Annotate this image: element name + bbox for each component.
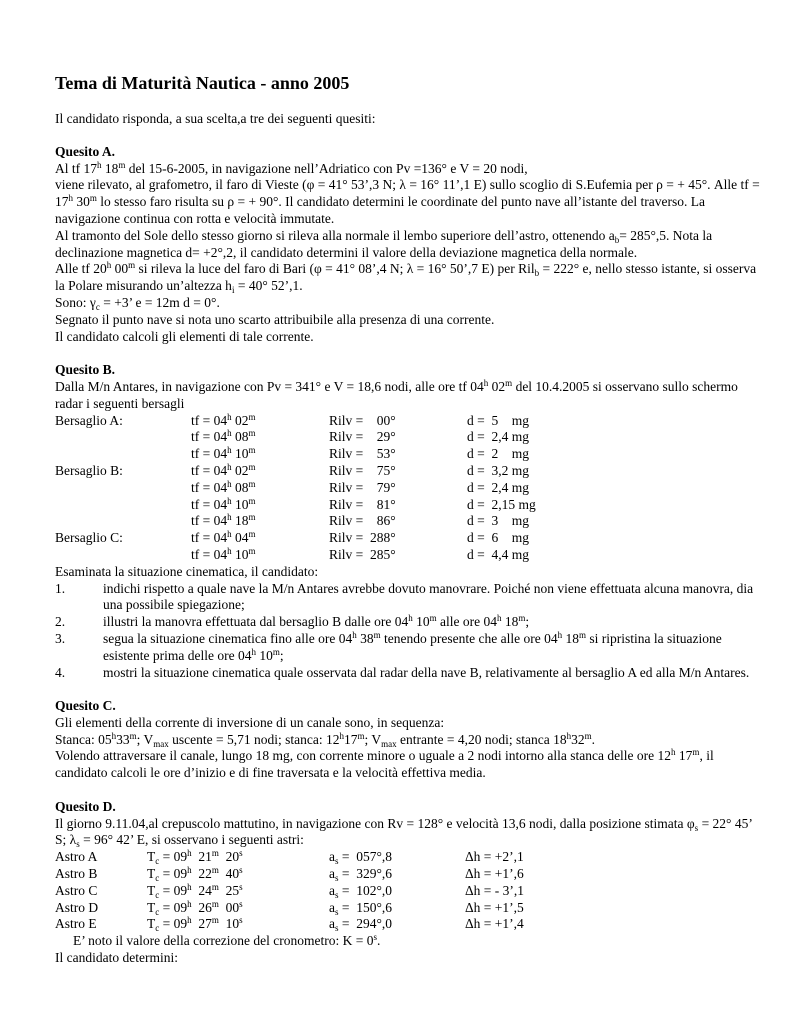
- question-c: [55, 698, 763, 782]
- star-label: Astro B: [55, 866, 98, 882]
- radar-targets-table: [55, 413, 763, 564]
- delta-h-cell: Δh = +1’,5: [465, 899, 524, 915]
- list-item: 3. segua la situazione cinematica fino alle ore 04$^h$ 38$^m$ tenendo presente che alle ore 04$^h$ 18$^m$ si ripristina la situazione esistente prima delle ore 04$^h$ 10$^m$;: [55, 629, 722, 663]
- time-cell: tf = $04^h$ 18$^m$: [191, 512, 256, 529]
- time-cell: tf = $04^h$ 04$^m$: [191, 529, 256, 546]
- table-row: [55, 849, 763, 866]
- stars-table: [55, 849, 763, 933]
- star-label: Astro E: [55, 916, 97, 932]
- question-a-line-1: Al tf 17$^h$ 18$^m$ del 15-6-2005, in navigazione nell’Adriatico con Pv =136° e V = 20 nodi,: [55, 159, 528, 176]
- bearing-cell: Rilv = 75°: [329, 462, 396, 478]
- azimuth-cell: $a_s = 102^\circ,0$: [329, 882, 393, 900]
- distance-cell: d = 4,4 mg: [467, 546, 529, 562]
- azimuth-cell: $a_s = 150^\circ,6$: [329, 899, 393, 917]
- delta-h-cell: Δh = - 3’,1: [465, 882, 525, 898]
- star-label: Astro D: [55, 899, 99, 915]
- star-label: Astro A: [55, 849, 98, 865]
- question-a-heading: Quesito A.: [55, 143, 116, 159]
- question-d-line-1: Il giorno 9.11.04,al crepuscolo mattutino, in navigazione con Rv = 128° e velocità 13,6 nodi, dalla posizione stimata $\varphi_s = 22^\circ$ 45’ S; $\lambda_s = 96^\circ$ 42’ E, si osservano i seguenti astri:: [55, 815, 752, 850]
- table-row: [55, 866, 763, 883]
- question-d-heading: Quesito D.: [55, 798, 116, 814]
- distance-cell: d = 3 mg: [467, 513, 529, 529]
- question-a-line-4: Alle tf 20$^h$ 00$^m$ si rileva la luce del faro di Bari (φ = 41° 08’,4 N; λ = 16° 50’,7 E) per Ril$_b$ = 222° e, nello stesso istante, si osserva la Polare misurando un’altezza $h_i = 40^\circ$ 52’,1.: [55, 260, 757, 296]
- table-row: [55, 463, 763, 480]
- azimuth-cell: $a_s = 057^\circ,8$: [329, 849, 393, 867]
- time-cell: tf = $04^h$ 10$^m$: [191, 495, 256, 512]
- target-label: Bersaglio C:: [55, 530, 123, 546]
- time-cell: $T_c = 09^h$ 24$^m$ 25$^s$: [147, 881, 243, 900]
- question-b-heading: Quesito B.: [55, 362, 116, 378]
- question-c-line-1: Gli elementi della corrente di inversione di un canale sono, in sequenza:: [55, 714, 445, 730]
- table-row: [55, 916, 763, 933]
- target-label: Bersaglio B:: [55, 462, 123, 478]
- question-d: [55, 799, 763, 967]
- list-item: 1. indichi rispetto a quale nave la M/n Antares avrebbe dovuto manovrare. Poiché non viene effettuata alcuna manovra, dia una possibile spiegazione;: [55, 580, 754, 613]
- bearing-cell: Rilv = 79°: [329, 479, 396, 495]
- question-b: [55, 362, 763, 681]
- azimuth-cell: $a_s = 294^\circ,0$: [329, 916, 393, 934]
- list-item: 4. mostri la situazione cinematica quale osservata dal radar della nave B, relativamente al bersaglio A ed alla M/n Antares.: [55, 664, 750, 680]
- question-a: [55, 144, 763, 346]
- question-c-line-2: Stanca: 05$^h$33$^m$; $V_{max}$ uscente = 5,71 nodi; stanca: 12$^h$17$^m$; $V_{max}$ entrante = 4,20 nodi; stanca 18$^h$32$^m$.: [55, 730, 595, 749]
- delta-h-cell: Δh = +1’,6: [465, 866, 524, 882]
- question-c-line-3: Volendo attraversare il canale, lungo 18 mg, con corrente minore o uguale a 2 nodi intorno alla stanca delle ore 12$^h$ 17$^m$, il candidato calcoli le ore d’inizio e di fine traversata e la velocità effettiva media.: [55, 747, 714, 781]
- table-row: [55, 513, 763, 530]
- distance-cell: d = 3,2 mg: [467, 462, 529, 478]
- table-row: [55, 446, 763, 463]
- time-cell: tf = $04^h$ 02$^m$: [191, 461, 256, 478]
- question-d-last: Il candidato determini:: [55, 950, 178, 966]
- bearing-cell: Rilv = 285°: [329, 546, 396, 562]
- delta-h-cell: Δh = +1’,4: [465, 916, 524, 932]
- delta-h-cell: Δh = +2’,1: [465, 849, 524, 865]
- question-b-exam: Esaminata la situazione cinematica, il candidato:: [55, 563, 319, 579]
- table-row: [55, 429, 763, 446]
- distance-cell: d = 2,15 mg: [467, 496, 536, 512]
- time-cell: $T_c = 09^h$ 27$^m$ 10$^s$: [147, 915, 243, 934]
- question-a-line-3: Al tramonto del Sole dello stesso giorno si rileva alla normale il lembo superiore dell’astro, ottenendo $a_b= 285^\circ,5$. Nota la declinazione magnetica d= +2°,2, il candidato determini il valore della deviazione magnetica della normale.: [55, 227, 713, 260]
- question-a-line-5: Sono: $\gamma_c = +3$’ e = 12m d = 0°.: [55, 294, 220, 312]
- document-page: [55, 72, 763, 967]
- table-row: [55, 497, 763, 514]
- list-item: 2. illustri la manovra effettuata dal bersaglio B dalle ore 04$^h$ 10$^m$ alle ore 04$^h$ 18$^m$;: [55, 613, 530, 630]
- bearing-cell: Rilv = 29°: [329, 429, 396, 445]
- question-b-intro: Dalla M/n Antares, in navigazione con Pv = 341° e V = 18,6 nodi, alle ore tf 04$^h$ 02$^m$ del 10.4.2005 si osservano sullo schermo radar i seguenti bersagli: [55, 377, 738, 411]
- table-row: [55, 530, 763, 547]
- intro-text: Il candidato risponda, a sua scelta,a tre dei seguenti quesiti:: [55, 111, 376, 126]
- distance-cell: d = 2,4 mg: [467, 479, 529, 495]
- time-cell: tf = $04^h$ 08$^m$: [191, 478, 256, 495]
- table-row: [55, 883, 763, 900]
- time-cell: tf = $04^h$ 10$^m$: [191, 445, 256, 462]
- table-row: [55, 480, 763, 497]
- target-label: Bersaglio A:: [55, 412, 123, 428]
- question-a-line-2: viene rilevato, al grafometro, il faro di Vieste (φ = 41° 53’,3 N; λ = 16° 11’,1 E) sullo scoglio di S.Eufemia per ρ = + 45°. Alle tf = $17^h$ 30$^m$ lo stesso faro risulta su ρ = + 90°. Il candidato determini le coordinate del punto nave all’istante del traverso. La navigazione continua con rotta e velocità immutate.: [55, 177, 760, 226]
- distance-cell: d = 5 mg: [467, 412, 529, 428]
- bearing-cell: Rilv = 288°: [329, 530, 396, 546]
- time-cell: $T_c = 09^h$ 26$^m$ 00$^s$: [147, 898, 243, 917]
- distance-cell: d = 2 mg: [467, 446, 529, 462]
- distance-cell: d = 2,4 mg: [467, 429, 529, 445]
- bearing-cell: Rilv = 00°: [329, 412, 396, 428]
- azimuth-cell: $a_s = 329^\circ,6$: [329, 866, 393, 884]
- bearing-cell: Rilv = 81°: [329, 496, 396, 512]
- distance-cell: d = 6 mg: [467, 530, 529, 546]
- page-title: Tema di Maturità Nautica - anno 2005: [55, 73, 350, 93]
- table-row: [55, 413, 763, 430]
- bearing-cell: Rilv = 53°: [329, 446, 396, 462]
- question-d-note: E’ noto il valore della correzione del cronometro: $K = 0^s$.: [73, 932, 381, 949]
- table-row: [55, 547, 763, 564]
- table-row: [55, 900, 763, 917]
- question-a-line-7: Il candidato calcoli gli elementi di tale corrente.: [55, 328, 314, 344]
- star-label: Astro C: [55, 882, 98, 898]
- time-cell: tf = $04^h$ 02$^m$: [191, 411, 256, 428]
- time-cell: $T_c = 09^h$ 21$^m$ 20$^s$: [147, 848, 243, 867]
- bearing-cell: Rilv = 86°: [329, 513, 396, 529]
- time-cell: $T_c = 09^h$ 22$^m$ 40$^s$: [147, 865, 243, 884]
- question-a-line-6: Segnato il punto nave si nota uno scarto attribuibile alla presenza di una corrente.: [55, 311, 495, 327]
- time-cell: tf = $04^h$ 08$^m$: [191, 428, 256, 445]
- question-c-heading: Quesito C.: [55, 698, 116, 714]
- time-cell: tf = $04^h$ 10$^m$: [191, 545, 256, 562]
